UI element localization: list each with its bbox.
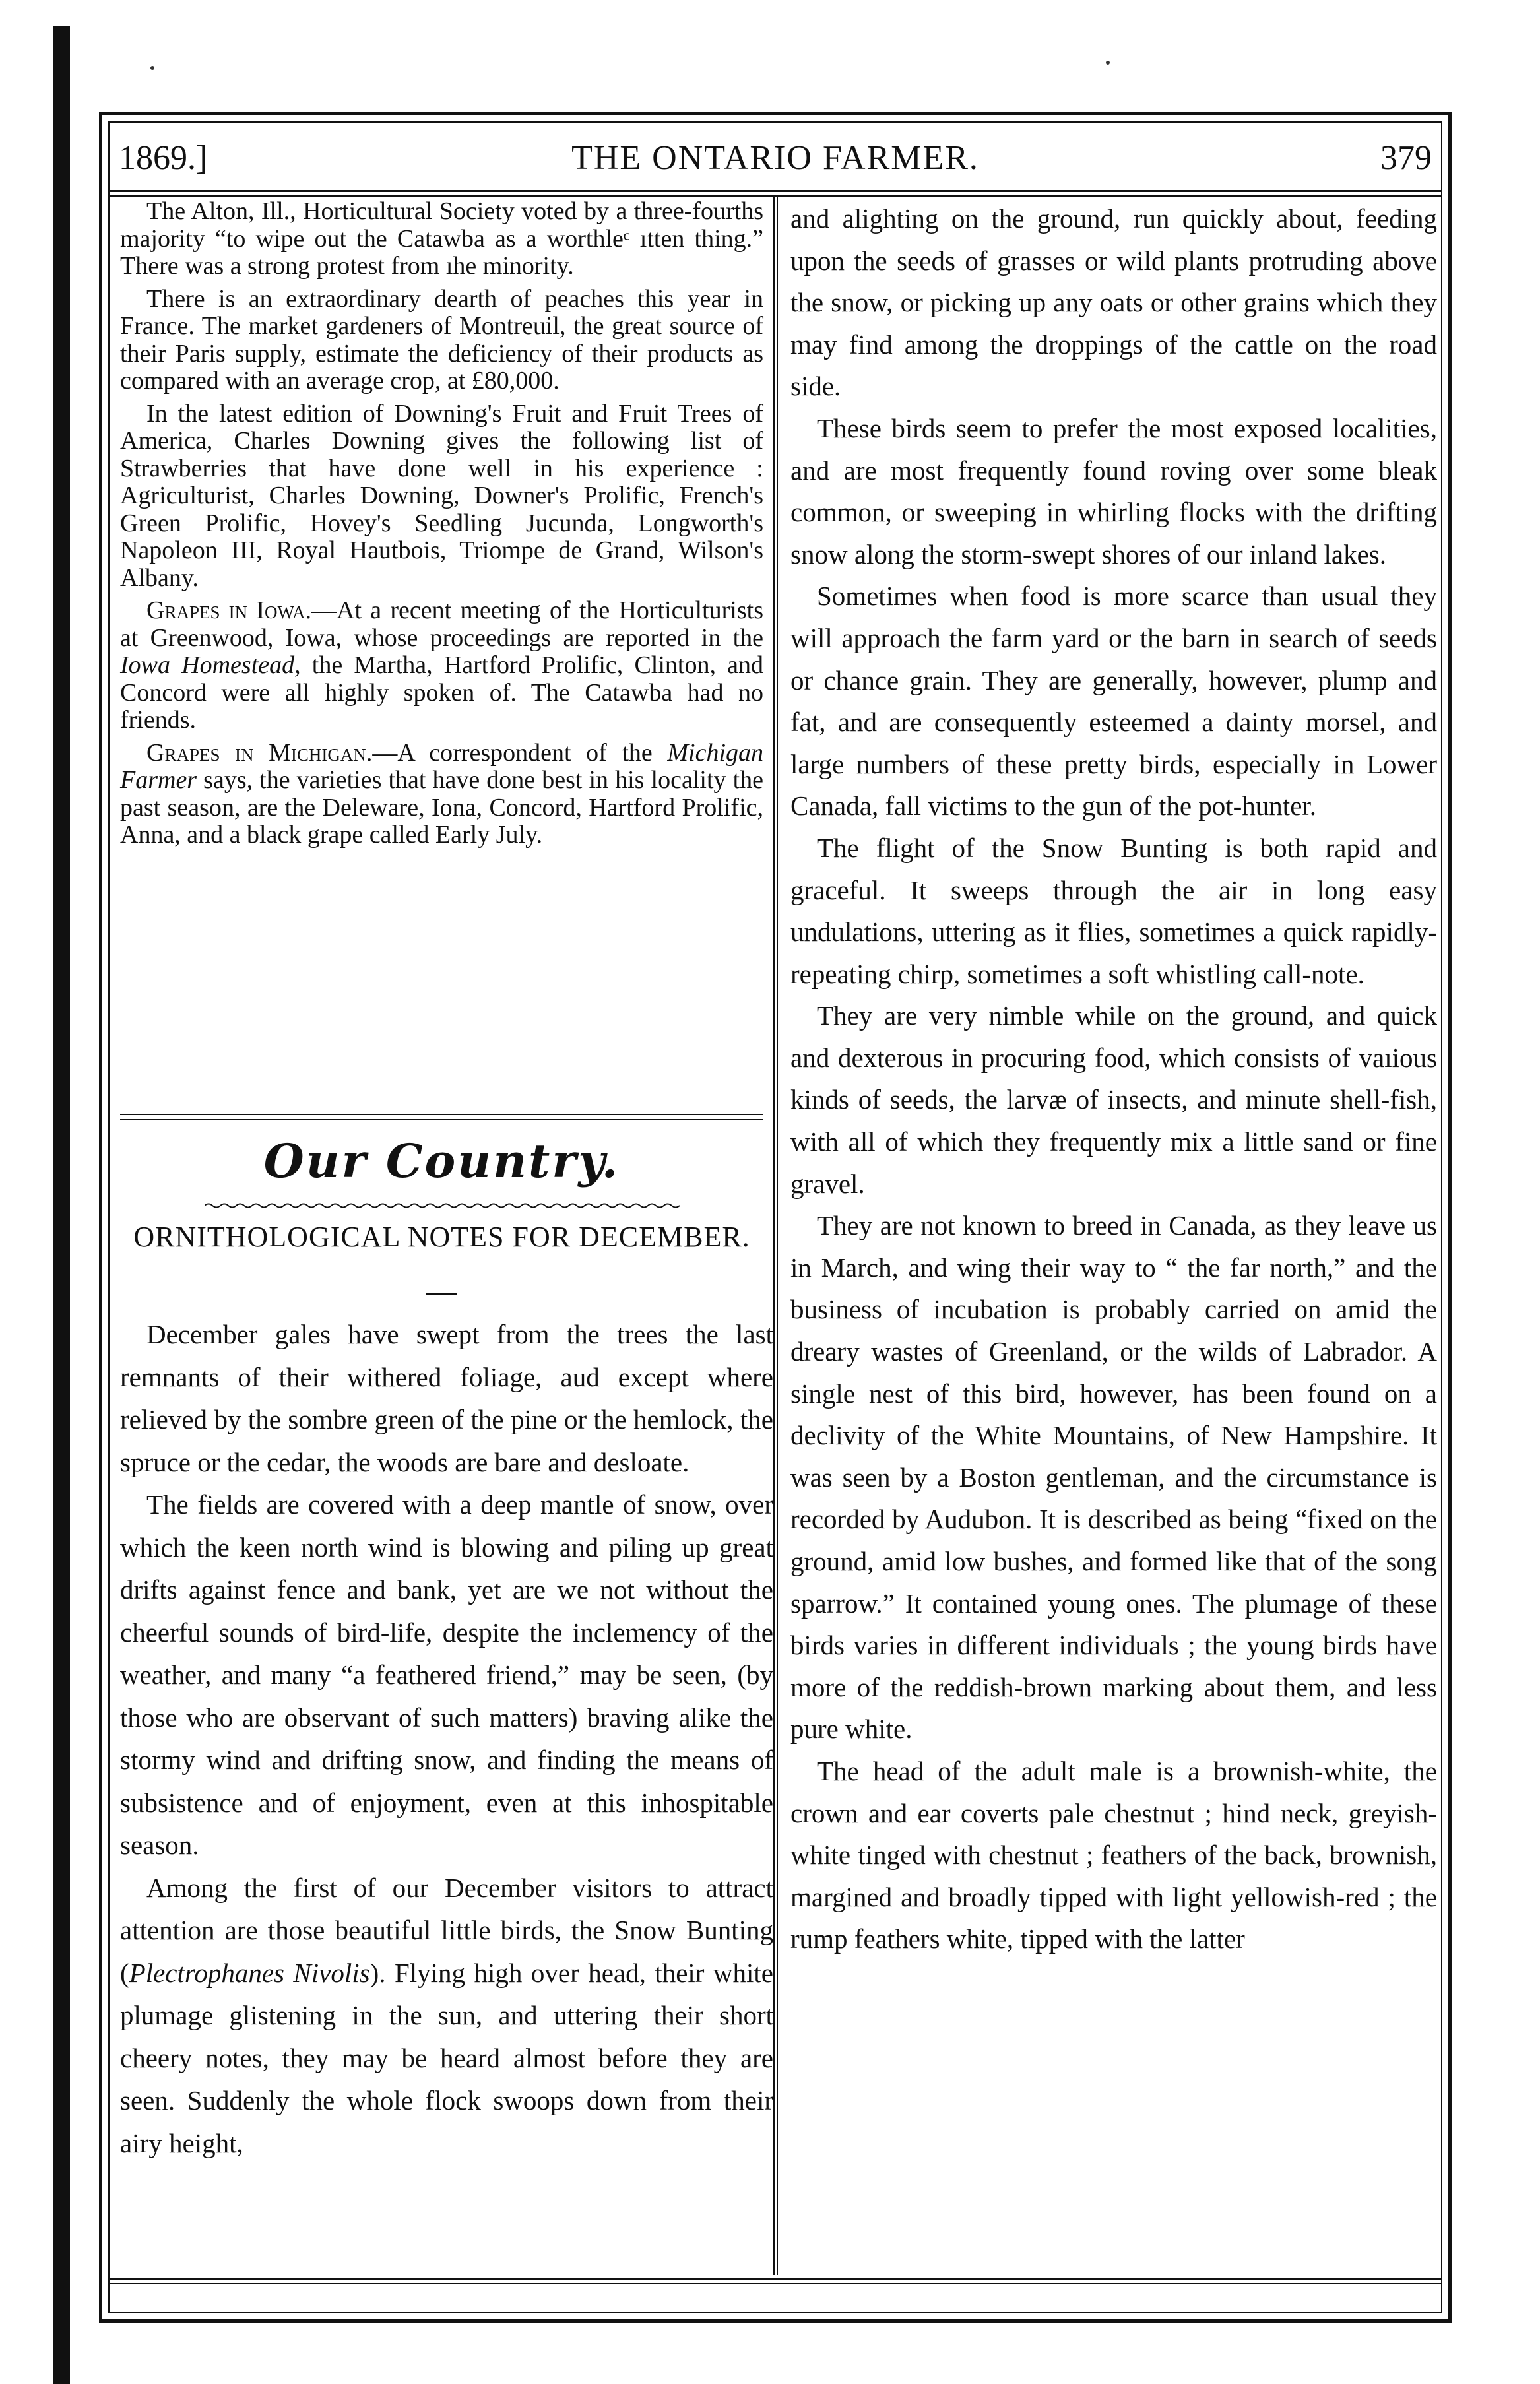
article-right-column [790,198,1437,1960]
article-paragraph [120,1867,773,2165]
paragraph-text: says, the varieties that have done best in his locality the past season, are the Deleware, Iona, Concord, Hartford Prolific, Anna, and a black grape called Early July. [120,766,763,849]
publication-name: Michigan Farmer [120,738,763,794]
binding-edge [53,26,70,2384]
column-divider [777,197,778,2275]
title-dash [426,1293,457,1295]
run-in-head: Grapes in Michigan. [146,738,373,767]
paragraph-text: —At a recent meeting of the Horticulturists at Greenwood, Iowa, whose proceedings are reported in the [120,596,763,652]
article-paragraph: They are not known to breed in Canada, as they leave us in March, and wing their way to “ the far north,” and the business of incubation is probably carried on amid the dreary wastes of Greenland, or the wilds of Labrador. A single nest of this bird, however, has been found on a declivity of the White Mountains, of New Hampshire. It was seen by a Boston gentleman, and the circumstance is recorded by Audubon. It is described as being “fixed on the ground, amid low bushes, and formed like that of the song sparrow.” It contained young ones. The plumage of these birds varies in different individuals ; the young birds have more of the reddish-brown marking about them, and less pure white. [790,1210,1437,1745]
column-divider [773,197,775,2275]
footer-rule [108,2278,1442,2280]
section-rule [120,1114,763,1115]
paragraph-text: ). Flying high over head, their white plumage glistening in the sun, and uttering their short cheery notes, they may be heard almost before they are seen. Suddenly the whole flock swoops down from their airy height, [120,1957,773,2158]
paragraph-peaches: There is an extraordinary dearth of peaches this year in France. The market gardeners of Montreuil, the great source of their Paris supply, estimate the deficiency of their products as compared with an average crop, at £80,000. [120,284,763,395]
publication-name: Iowa Homestead, [120,651,301,679]
print-speck [150,66,154,70]
paragraph-grapes-michigan [120,740,763,849]
header-date: 1869.] [119,139,208,177]
paragraph-alton: The Alton, Ill., Horticultural Society voted by a three-fourths majority “to wipe out the Catawba as a worthleᶜ ıtten thing.” There was a strong protest from ıhe minority. [120,197,763,280]
wavy-rule [205,1202,680,1209]
paragraph-text: Among the first of our December visitors to attract attention are those beautiful little birds, the Snow Bunting ( [120,1872,773,1988]
article-paragraph: These birds seem to prefer the most exposed localities, and are most frequently found roving over some bleak common, or sweeping in whirling flocks with the drifting snow along the storm-swept shores of our inland lakes. [790,412,1437,569]
header-rule [108,195,1442,197]
run-in-head: Grapes in Iowa. [146,596,312,624]
article-paragraph: They are very nimble while on the ground, and quick and dexterous in procuring food, which consists of vaıious kinds of seeds, the larvæ of insects, and minute shell-fish, with all of which they frequently mix a little sand or fine gravel. [790,1000,1437,1199]
article-left-column [120,1313,773,2164]
species-name: Plectrophanes Nivolis [129,1957,370,1988]
article-paragraph: Sometimes when food is more scarce than usual they will approach the farm yard or the barn in search of seeds or chance grain. They are generally, however, plump and fat, and are consequently esteemed a dainty morsel, and large numbers of these pretty birds, especially in Lower Canada, fall victims to the gun of the pot-hunter. [790,581,1437,822]
section-rule [120,1119,763,1120]
article-paragraph: The head of the adult male is a brownish-white, the crown and ear coverts pale chestnut ; hind neck, greyish-white tinged with chestnut ; feathers of the back, brownish, margined and broadly tipped with light yellowish-red ; the rump feathers white, tipped with the latter [790,1755,1437,1954]
header-title: THE ONTARIO FARMER. [571,139,979,177]
article-paragraph: The fields are covered with a deep mantle of snow, over which the keen north wind is blowing and piling up great drifts against fence and bank, yet are we not without the cheerful sounds of bird-life, despite the inclemency of the weather, and many “a feathered friend,” may be seen, (by those who are observant of such matters) braving alike the stormy wind and drifting snow, and finding the means of subsistence and of enjoyment, even at this inhospitable season. [120,1489,773,1860]
footer-rule [108,2283,1442,2284]
paragraph-text: the Martha, Hartford Prolific, Clinton, and Concord were all highly spoken of. The Catawba had no friends. [120,651,763,734]
article-paragraph: December gales have swept from the trees the last remnants of their withered foliage, aud except where relieved by the sombre green of the pine or the hemlock, the spruce or the cedar, the woods are bare and desloate. [120,1319,773,1477]
paragraph-strawberries: In the latest edition of Downing's Fruit and Fruit Trees of America, Charles Downing gives the following list of Strawberries that have done well in his experience : Agriculturist, Charles Downing, Downer's Prolific, French's Green Prolific, Hovey's Seedling Jucunda, Longworth's Napoleon III, Royal Hautbois, Triompe de Grand, Wilson's Albany. [120,399,763,592]
section-heading: Our Country. [263,1134,620,1188]
article-paragraph: and alighting on the ground, run quickly about, feeding upon the seeds of grasses or wild plants protruding above the snow, or picking up any oats or other grains which they may find among the droppings of the cattle on the road side. [790,203,1437,402]
print-speck [1106,61,1110,65]
left-column-notes [120,198,763,849]
paragraph-text: —A correspondent of the [372,738,668,767]
page-header [119,129,1432,188]
article-paragraph: The flight of the Snow Bunting is both rapid and graceful. It sweeps through the air in long easy undulations, uttering as it flies, sometimes a quick rapidly-repeating chirp, sometimes a soft whistling call-note. [790,832,1437,989]
paragraph-grapes-iowa [120,597,763,734]
page-number: 379 [1380,139,1432,177]
header-rule [108,190,1442,192]
article-title: ORNITHOLOGICAL NOTES FOR DECEMBER. [133,1221,750,1253]
